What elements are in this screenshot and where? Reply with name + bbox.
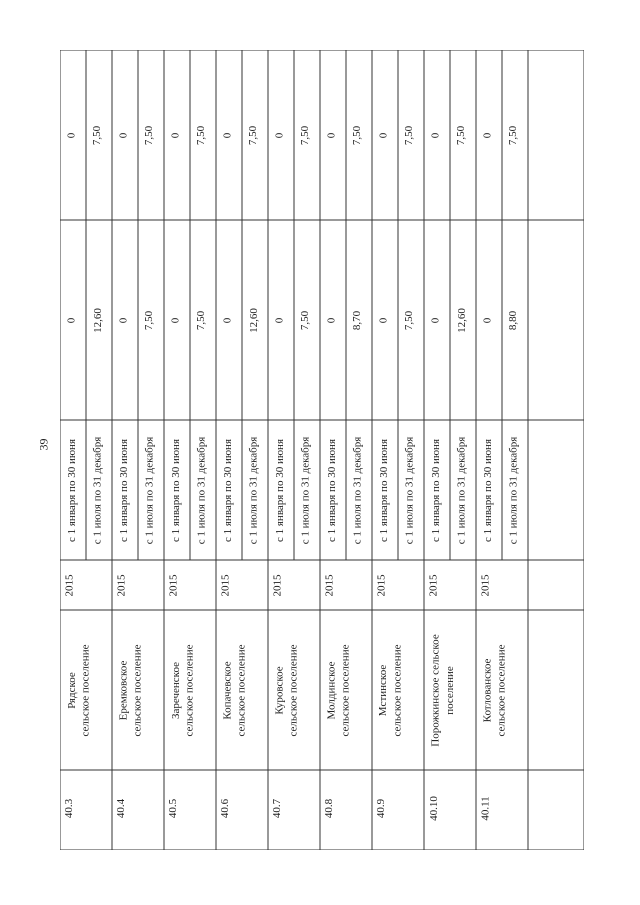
settlement-name: сельское поселение bbox=[495, 644, 508, 736]
year-cell: 2015 bbox=[479, 574, 492, 596]
tariff-value: 7,50 bbox=[143, 125, 156, 145]
settlement-name: сельское поселение bbox=[391, 644, 404, 736]
tariff-table bbox=[60, 50, 584, 850]
period-label: с 1 июля по 31 декабря bbox=[299, 436, 312, 544]
period-label: с 1 июля по 31 декабря bbox=[143, 436, 156, 544]
period-label: с 1 июля по 31 декабря bbox=[455, 436, 468, 544]
row-number: 40.4 bbox=[115, 798, 128, 818]
tariff-value: 7,50 bbox=[299, 125, 312, 145]
tariff-value: 7,50 bbox=[455, 125, 468, 145]
tariff-value: 0 bbox=[377, 317, 390, 323]
period-label: с 1 июля по 31 декабря bbox=[247, 436, 260, 544]
row-number: 40.11 bbox=[479, 795, 492, 821]
tariff-value: 0 bbox=[117, 132, 130, 138]
row-number: 40.8 bbox=[323, 798, 336, 818]
period-label: с 1 января по 30 июня bbox=[117, 438, 130, 542]
row-number: 40.5 bbox=[167, 798, 180, 818]
tariff-value: 8,70 bbox=[351, 310, 364, 330]
year-cell: 2015 bbox=[219, 574, 232, 596]
tariff-value: 0 bbox=[325, 317, 338, 323]
tariff-value: 7,50 bbox=[351, 125, 364, 145]
tariff-value: 0 bbox=[273, 317, 286, 323]
tariff-value: 0 bbox=[273, 132, 286, 138]
settlement-name: Куровское bbox=[273, 665, 286, 715]
tariff-value: 0 bbox=[169, 317, 182, 323]
settlement-name: поселение bbox=[443, 665, 456, 715]
period-label: с 1 июля по 31 декабря bbox=[507, 436, 520, 544]
tariff-value: 8,80 bbox=[507, 310, 520, 330]
period-label: с 1 января по 30 июня bbox=[169, 438, 182, 542]
row-number: 40.7 bbox=[271, 798, 284, 818]
period-label: с 1 января по 30 июня bbox=[325, 438, 338, 542]
tariff-value: 0 bbox=[325, 132, 338, 138]
row-number: 40.9 bbox=[375, 798, 388, 818]
tariff-value: 12,60 bbox=[91, 307, 104, 333]
tariff-value: 0 bbox=[377, 132, 390, 138]
settlement-name: Зареченское bbox=[169, 661, 182, 719]
year-cell: 2015 bbox=[63, 574, 76, 596]
settlement-name: Мстинское bbox=[377, 664, 390, 716]
tariff-value: 7,50 bbox=[195, 125, 208, 145]
tariff-value: 0 bbox=[65, 132, 78, 138]
period-label: с 1 июля по 31 декабря bbox=[195, 436, 208, 544]
tariff-value: 0 bbox=[429, 317, 442, 323]
settlement-name: Рядское bbox=[65, 671, 78, 709]
period-label: с 1 января по 30 июня bbox=[481, 438, 494, 542]
tariff-value: 0 bbox=[117, 317, 130, 323]
settlement-name: Еремковское bbox=[117, 660, 130, 720]
period-label: с 1 июля по 31 декабря bbox=[403, 436, 416, 544]
period-label: с 1 июля по 31 декабря bbox=[351, 436, 364, 544]
tariff-value: 7,50 bbox=[143, 310, 156, 330]
settlement-name: сельское поселение bbox=[131, 644, 144, 736]
settlement-name: Копачевское bbox=[221, 660, 234, 720]
settlement-name: сельское поселение bbox=[79, 644, 92, 736]
settlement-name: сельское поселение bbox=[235, 644, 248, 736]
tariff-value: 12,60 bbox=[247, 307, 260, 333]
tariff-value: 7,50 bbox=[403, 310, 416, 330]
period-label: с 1 января по 30 июня bbox=[273, 438, 286, 542]
settlement-name: сельское поселение bbox=[287, 644, 300, 736]
period-label: с 1 января по 30 июня bbox=[429, 438, 442, 542]
tariff-value: 0 bbox=[221, 132, 234, 138]
tariff-value: 7,50 bbox=[403, 125, 416, 145]
settlement-name: Молдинское bbox=[325, 661, 338, 719]
year-cell: 2015 bbox=[115, 574, 128, 596]
period-label: с 1 января по 30 июня bbox=[221, 438, 234, 542]
row-number: 40.3 bbox=[63, 798, 76, 818]
year-cell: 2015 bbox=[375, 574, 388, 596]
year-cell: 2015 bbox=[323, 574, 336, 596]
tariff-value: 12,60 bbox=[455, 307, 468, 333]
tariff-value: 7,50 bbox=[91, 125, 104, 145]
tariff-value: 0 bbox=[221, 317, 234, 323]
tariff-value: 0 bbox=[65, 317, 78, 323]
year-cell: 2015 bbox=[167, 574, 180, 596]
tariff-value: 0 bbox=[169, 132, 182, 138]
tariff-value: 7,50 bbox=[247, 125, 260, 145]
tariff-value: 7,50 bbox=[299, 310, 312, 330]
tariff-value: 7,50 bbox=[507, 125, 520, 145]
row-number: 40.6 bbox=[219, 798, 232, 818]
tariff-value: 0 bbox=[429, 132, 442, 138]
tariff-value: 0 bbox=[481, 132, 494, 138]
row-number: 40.10 bbox=[427, 795, 440, 821]
settlement-name: сельское поселение bbox=[339, 644, 352, 736]
tariff-value: 0 bbox=[481, 317, 494, 323]
period-label: с 1 января по 30 июня bbox=[377, 438, 390, 542]
year-cell: 2015 bbox=[427, 574, 440, 596]
settlement-name: Порожкинское сельское bbox=[429, 633, 442, 747]
page-number: 39 bbox=[36, 438, 51, 450]
year-cell: 2015 bbox=[271, 574, 284, 596]
settlement-name: Котлованское bbox=[481, 658, 494, 722]
tariff-value: 7,50 bbox=[195, 310, 208, 330]
period-label: с 1 июля по 31 декабря bbox=[91, 436, 104, 544]
period-label: с 1 января по 30 июня bbox=[65, 438, 78, 542]
settlement-name: сельское поселение bbox=[183, 644, 196, 736]
